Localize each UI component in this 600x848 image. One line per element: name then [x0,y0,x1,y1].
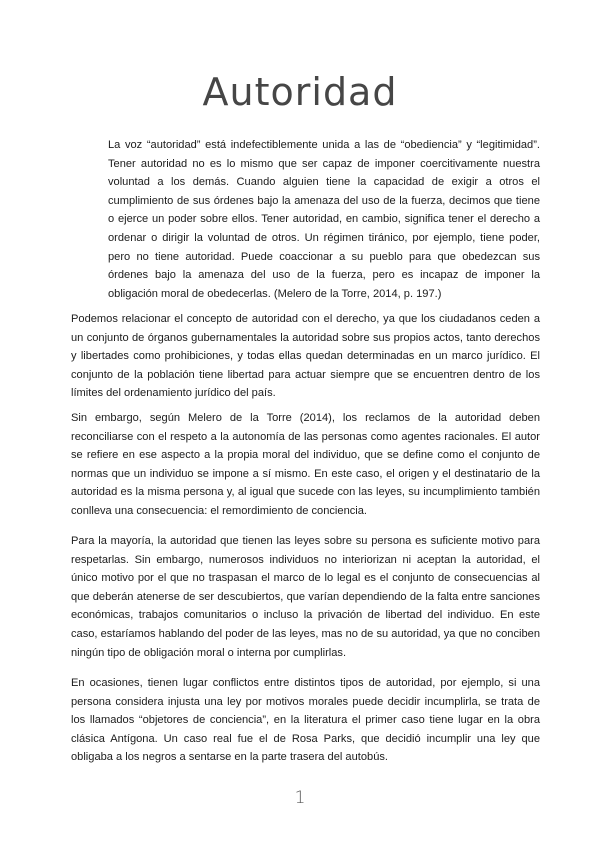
block-quote: La voz “autoridad” está indefectiblemente unida a las de “obediencia” y “legitimidad”. Tener autoridad no es lo mismo que ser capaz de imponer coercitivamente nuestra voluntad a los demás. Cuando alguien tiene la capacidad de exigir a otros el cumplimiento de sus órdenes bajo la amenaza del uso de la fuerza, decimos que tiene o ejerce un poder sobre ellos. Tener autoridad, en cambio, significa tener el derecho a ordenar o dirigir la voluntad de otros. Un régimen tiránico, por ejemplo, tiene poder, pero no tiene autoridad. Puede coaccionar a su pueblo para que obedezcan sus órdenes bajo la amenaza del uso de la fuerza, pero es incapaz de imponer la obligación moral de obedecerlas. (Melero de la Torre, 2014, p. 197.) [108,139,540,300]
paragraph-3: Para la mayoría, la autoridad que tienen las leyes sobre su persona es suficiente motivo para respetarlas. Sin embargo, numerosos individuos no interiorizan ni aceptan la autoridad, el único motivo por el que no traspasan el marco de lo legal es el conjunto de consecuencias al que deberán atenerse de ser descubiertos, que varían dependiendo de la falta entre sanciones económicas, trabajos comunitarios o incluso la privación de libertad del individuo. En este caso, estaríamos hablando del poder de las leyes, mas no de su autoridad, ya que no conciben ningún tipo de obligación moral o interna por cumplirlas. [71,535,540,659]
paragraph-2: Sin embargo, según Melero de la Torre (2014), los reclamos de la autoridad deben reconciliarse con el respeto a la autonomía de las personas como agentes racionales. El autor se refiere en ese aspecto a la propia moral del individuo, que se define como el conjunto de normas que un individuo se impone a sí mismo. En este caso, el origen y el destinatario de la autoridad es la misma persona y, al igual que sucede con las leyes, su incumplimiento también conlleva una consecuencia: el remordimiento de conciencia. [71,412,540,517]
paragraph-1: Podemos relacionar el concepto de autoridad con el derecho, ya que los ciudadanos ceden a un conjunto de órganos gubernamentales la autoridad sobre sus propios actos, tanto derechos y libertades como prohibiciones, y todas ellas quedan determinadas en un marco jurídico. El conjunto de la población tiene libertad para actuar siempre que se encuentren dentro de los límites del ordenamiento jurídico del país. [71,313,540,400]
page-number: 1 [294,788,306,808]
page-title: Autoridad [202,70,398,114]
paragraph-4: En ocasiones, tienen lugar conflictos entre distintos tipos de autoridad, por ejemplo, si una persona considera injusta una ley por motivos morales puede decidir incumplirla, se trata de los llamados “objetores de conciencia”, en la literatura el primer caso tiene lugar en la obra clásica Antígona. Un caso real fue el de Rosa Parks, que decidió incumplir una ley que obligaba a los negros a sentarse en la parte trasera del autobús. [71,677,540,764]
